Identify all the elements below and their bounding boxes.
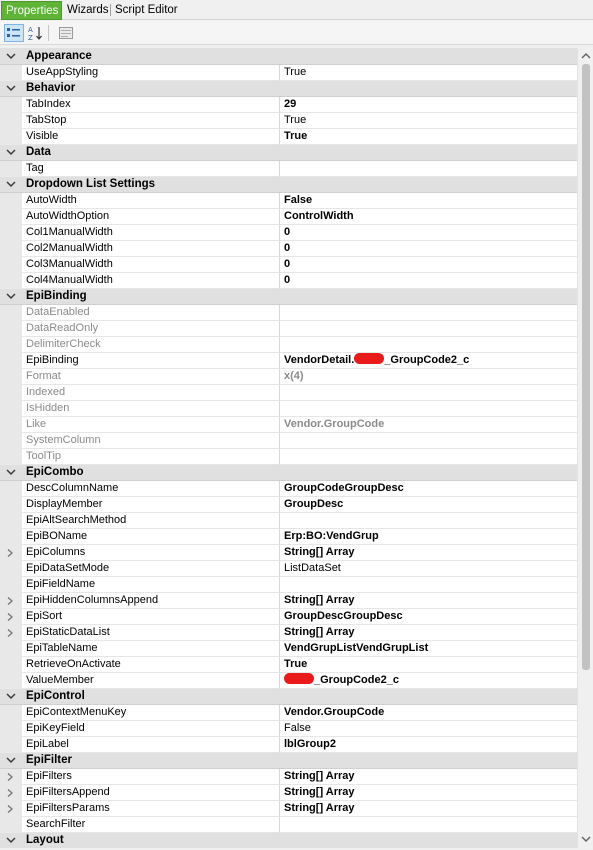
property-row[interactable] xyxy=(0,321,577,337)
property-row[interactable] xyxy=(0,705,577,721)
property-value[interactable] xyxy=(280,257,577,273)
property-value[interactable] xyxy=(280,641,577,657)
property-name[interactable]: SearchFilter xyxy=(22,817,280,833)
property-name[interactable]: EpiFiltersAppend xyxy=(22,785,280,801)
property-value[interactable] xyxy=(280,369,577,385)
property-name[interactable]: ToolTip xyxy=(22,449,280,465)
property-name[interactable]: EpiColumns xyxy=(22,545,280,561)
category-row[interactable] xyxy=(0,145,577,161)
property-name[interactable]: EpiStaticDataList xyxy=(22,625,280,641)
row-gutter xyxy=(0,209,22,225)
property-row[interactable] xyxy=(0,481,577,497)
property-name[interactable]: Col2ManualWidth xyxy=(22,241,280,257)
row-gutter xyxy=(0,577,22,593)
property-name[interactable]: Format xyxy=(22,369,280,385)
row-gutter xyxy=(0,385,22,401)
property-value-text: 0 xyxy=(284,258,291,270)
property-name[interactable]: AutoWidth xyxy=(22,193,280,209)
property-value[interactable] xyxy=(280,337,577,353)
categorized-icon xyxy=(7,27,21,39)
property-value[interactable] xyxy=(280,321,577,337)
property-value-text: ListDataSet xyxy=(284,562,341,574)
property-row[interactable] xyxy=(0,801,577,817)
property-value[interactable] xyxy=(280,561,577,577)
row-gutter xyxy=(0,673,22,689)
redaction-mark xyxy=(284,673,314,684)
row-gutter xyxy=(0,65,22,81)
property-row[interactable] xyxy=(0,337,577,353)
svg-text:Z: Z xyxy=(28,34,33,41)
property-value[interactable] xyxy=(280,625,577,641)
property-row[interactable] xyxy=(0,113,577,129)
property-value[interactable] xyxy=(280,225,577,241)
property-value-text: String[] Array xyxy=(284,802,355,814)
property-row[interactable] xyxy=(0,817,577,833)
property-value[interactable] xyxy=(280,65,577,81)
property-name[interactable]: DisplayMember xyxy=(22,497,280,513)
property-name[interactable]: EpiFilters xyxy=(22,769,280,785)
property-value-text: String[] Array xyxy=(284,770,355,782)
row-gutter xyxy=(0,433,22,449)
property-value-text: 0 xyxy=(284,226,291,238)
row-gutter xyxy=(0,401,22,417)
property-value[interactable] xyxy=(280,433,577,449)
row-gutter xyxy=(0,657,22,673)
chevron-down-icon[interactable] xyxy=(4,49,18,64)
property-value[interactable] xyxy=(280,161,577,177)
property-name[interactable]: EpiTableName xyxy=(22,641,280,657)
property-toolbar xyxy=(0,21,593,45)
category-row[interactable] xyxy=(0,689,577,705)
property-name[interactable]: DataReadOnly xyxy=(22,321,280,337)
chevron-right-icon[interactable] xyxy=(6,773,14,781)
property-value-suffix: _GroupCode2_c xyxy=(314,674,399,686)
property-name[interactable]: TabIndex xyxy=(22,97,280,113)
property-row[interactable] xyxy=(0,609,577,625)
category-row[interactable] xyxy=(0,753,577,769)
property-value-text: VendGrupListVendGrupList xyxy=(284,642,429,654)
property-row[interactable] xyxy=(0,193,577,209)
toolbar-separator xyxy=(48,25,49,41)
chevron-right-icon[interactable] xyxy=(6,597,14,605)
property-name[interactable]: EpiFiltersParams xyxy=(22,801,280,817)
redaction-mark xyxy=(354,353,384,364)
property-row[interactable] xyxy=(0,721,577,737)
property-row[interactable] xyxy=(0,641,577,657)
category-label: Data xyxy=(26,146,51,158)
category-row[interactable] xyxy=(0,49,577,65)
chevron-right-icon[interactable] xyxy=(6,549,14,557)
row-gutter xyxy=(0,321,22,337)
category-row[interactable] xyxy=(0,177,577,193)
property-value-text: True xyxy=(284,66,307,78)
property-name[interactable]: DelimiterCheck xyxy=(22,337,280,353)
property-value-text: lblGroup2 xyxy=(284,738,336,750)
category-label: EpiCombo xyxy=(26,466,84,478)
property-row[interactable] xyxy=(0,529,577,545)
property-value-text: False xyxy=(284,194,313,206)
scroll-up-icon[interactable] xyxy=(581,51,591,61)
category-label: Layout xyxy=(26,834,64,846)
property-name[interactable]: EpiContextMenuKey xyxy=(22,705,280,721)
category-row[interactable] xyxy=(0,289,577,305)
property-row[interactable] xyxy=(0,305,577,321)
property-value[interactable] xyxy=(280,305,577,321)
property-value-text: ControlWidth xyxy=(284,210,354,222)
property-row[interactable] xyxy=(0,161,577,177)
property-name[interactable]: Tag xyxy=(22,161,280,177)
property-name[interactable]: Col3ManualWidth xyxy=(22,257,280,273)
row-gutter xyxy=(0,801,22,817)
category-label: EpiFilter xyxy=(26,754,73,766)
property-row[interactable] xyxy=(0,593,577,609)
property-name[interactable]: EpiBOName xyxy=(22,529,280,545)
chevron-down-icon[interactable] xyxy=(4,753,18,768)
scroll-down-icon[interactable] xyxy=(581,834,591,844)
property-pages-icon xyxy=(59,27,73,39)
row-gutter xyxy=(0,353,22,369)
property-row[interactable] xyxy=(0,433,577,449)
chevron-right-icon[interactable] xyxy=(6,789,14,797)
property-name[interactable]: DescColumnName xyxy=(22,481,280,497)
category-label: Behavior xyxy=(26,82,76,94)
property-value-text: True xyxy=(284,130,308,142)
chevron-right-icon[interactable] xyxy=(6,613,14,621)
property-value[interactable] xyxy=(280,545,577,561)
chevron-down-icon[interactable] xyxy=(4,833,18,848)
row-gutter xyxy=(0,609,22,625)
property-row[interactable] xyxy=(0,257,577,273)
row-gutter xyxy=(0,449,22,465)
property-value-text: x(4) xyxy=(284,370,304,382)
category-label: EpiControl xyxy=(26,690,85,702)
property-name[interactable]: RetrieveOnActivate xyxy=(22,657,280,673)
property-row[interactable] xyxy=(0,785,577,801)
property-name[interactable]: ValueMember xyxy=(22,673,280,689)
row-gutter xyxy=(0,225,22,241)
property-value-text: 0 xyxy=(284,242,291,254)
property-value[interactable] xyxy=(280,497,577,513)
property-value[interactable] xyxy=(280,609,577,625)
property-value-text: String[] Array xyxy=(284,594,355,606)
property-row[interactable] xyxy=(0,673,577,689)
property-row[interactable] xyxy=(0,417,577,433)
chevron-right-icon[interactable] xyxy=(6,805,14,813)
chevron-right-icon[interactable] xyxy=(6,629,14,637)
row-gutter xyxy=(0,497,22,513)
row-gutter xyxy=(0,273,22,289)
row-gutter xyxy=(0,113,22,129)
property-value-suffix: _GroupCode2_c xyxy=(384,354,470,366)
tab-strip xyxy=(0,0,593,20)
property-name[interactable]: AutoWidthOption xyxy=(22,209,280,225)
row-gutter xyxy=(0,529,22,545)
row-gutter xyxy=(0,641,22,657)
property-row[interactable] xyxy=(0,97,577,113)
property-name[interactable]: EpiLabel xyxy=(22,737,280,753)
category-row[interactable] xyxy=(0,465,577,481)
property-value[interactable] xyxy=(280,737,577,753)
property-row[interactable] xyxy=(0,65,577,81)
row-gutter xyxy=(0,193,22,209)
svg-text:A: A xyxy=(28,26,33,34)
property-row[interactable] xyxy=(0,737,577,753)
property-value[interactable] xyxy=(280,449,577,465)
property-value-text: GroupDescGroupDesc xyxy=(284,610,403,622)
row-gutter xyxy=(0,161,22,177)
property-value[interactable] xyxy=(280,385,577,401)
row-gutter xyxy=(0,337,22,353)
property-value[interactable] xyxy=(280,577,577,593)
property-value-prefix: VendorDetail. xyxy=(284,354,355,366)
property-value-text: Erp:BO:VendGrup xyxy=(284,530,379,542)
property-value-text: String[] Array xyxy=(284,786,355,798)
chevron-down-icon[interactable] xyxy=(4,81,18,96)
sort-az-icon xyxy=(27,25,43,41)
property-value[interactable] xyxy=(280,273,577,289)
category-row[interactable] xyxy=(0,833,577,848)
property-value[interactable] xyxy=(280,705,577,721)
property-value[interactable] xyxy=(280,817,577,833)
property-value-text: GroupDesc xyxy=(284,498,344,510)
row-gutter xyxy=(0,561,22,577)
property-row[interactable] xyxy=(0,497,577,513)
chevron-down-icon[interactable] xyxy=(4,465,18,480)
property-name[interactable]: Col1ManualWidth xyxy=(22,225,280,241)
property-value[interactable] xyxy=(280,481,577,497)
property-value[interactable] xyxy=(280,113,577,129)
property-row[interactable] xyxy=(0,561,577,577)
property-value-text: GroupCodeGroupDesc xyxy=(284,482,404,494)
property-value[interactable] xyxy=(280,673,577,689)
property-name[interactable]: Indexed xyxy=(22,385,280,401)
property-value-text: False xyxy=(284,722,311,734)
property-value[interactable] xyxy=(280,721,577,737)
property-pages-button[interactable] xyxy=(56,24,76,42)
property-row[interactable] xyxy=(0,209,577,225)
category-label: Appearance xyxy=(26,50,92,62)
property-value[interactable] xyxy=(280,193,577,209)
property-value[interactable] xyxy=(280,593,577,609)
property-value-text: String[] Array xyxy=(284,546,355,558)
tab-properties[interactable]: Properties xyxy=(1,1,62,20)
row-gutter xyxy=(0,625,22,641)
row-gutter xyxy=(0,241,22,257)
scrollbar-thumb[interactable] xyxy=(582,64,590,670)
property-name[interactable]: EpiHiddenColumnsAppend xyxy=(22,593,280,609)
property-row[interactable] xyxy=(0,657,577,673)
property-value[interactable] xyxy=(280,657,577,673)
property-row[interactable] xyxy=(0,353,577,369)
row-gutter xyxy=(0,721,22,737)
property-name[interactable]: SystemColumn xyxy=(22,433,280,449)
property-name[interactable]: UseAppStyling xyxy=(22,65,280,81)
row-gutter xyxy=(0,737,22,753)
property-value[interactable] xyxy=(280,97,577,113)
chevron-down-icon[interactable] xyxy=(4,289,18,304)
property-value[interactable] xyxy=(280,129,577,145)
property-value-text: 29 xyxy=(284,98,297,110)
property-value-text: True xyxy=(284,658,308,670)
property-name[interactable]: EpiAltSearchMethod xyxy=(22,513,280,529)
property-value-text: String[] Array xyxy=(284,626,355,638)
property-row[interactable] xyxy=(0,577,577,593)
categorized-button[interactable] xyxy=(4,24,24,42)
property-row[interactable] xyxy=(0,545,577,561)
property-value[interactable] xyxy=(280,209,577,225)
property-value[interactable] xyxy=(280,529,577,545)
property-name[interactable]: IsHidden xyxy=(22,401,280,417)
row-gutter xyxy=(0,785,22,801)
property-name[interactable]: DataEnabled xyxy=(22,305,280,321)
property-value[interactable] xyxy=(280,513,577,529)
row-gutter xyxy=(0,97,22,113)
chevron-down-icon[interactable] xyxy=(4,177,18,192)
category-label: EpiBinding xyxy=(26,290,87,302)
row-gutter xyxy=(0,513,22,529)
property-row[interactable] xyxy=(0,625,577,641)
row-gutter xyxy=(0,369,22,385)
property-name[interactable]: EpiSort xyxy=(22,609,280,625)
property-value-text: Vendor.GroupCode xyxy=(284,418,385,430)
row-gutter xyxy=(0,481,22,497)
property-row[interactable] xyxy=(0,449,577,465)
row-gutter xyxy=(0,817,22,833)
chevron-down-icon[interactable] xyxy=(4,689,18,704)
property-row[interactable] xyxy=(0,241,577,257)
property-value-text: 0 xyxy=(284,274,291,286)
row-gutter xyxy=(0,545,22,561)
property-row[interactable] xyxy=(0,513,577,529)
row-gutter xyxy=(0,593,22,609)
property-row[interactable] xyxy=(0,225,577,241)
property-name[interactable]: EpiBinding xyxy=(22,353,280,369)
property-row[interactable] xyxy=(0,769,577,785)
row-gutter xyxy=(0,705,22,721)
category-row[interactable] xyxy=(0,81,577,97)
row-gutter xyxy=(0,129,22,145)
chevron-down-icon[interactable] xyxy=(4,145,18,160)
property-value[interactable] xyxy=(280,785,577,801)
row-gutter xyxy=(0,769,22,785)
property-value-text: Vendor.GroupCode xyxy=(284,706,385,718)
property-name[interactable]: Col4ManualWidth xyxy=(22,273,280,289)
alphabetical-button[interactable] xyxy=(25,24,45,42)
property-value[interactable] xyxy=(280,353,577,369)
property-value-text: True xyxy=(284,114,307,126)
row-gutter xyxy=(0,257,22,273)
property-name[interactable]: TabStop xyxy=(22,113,280,129)
property-name[interactable]: EpiKeyField xyxy=(22,721,280,737)
row-gutter xyxy=(0,417,22,433)
property-value[interactable] xyxy=(280,417,577,433)
tab-script-editor[interactable]: Script Editor xyxy=(115,4,178,16)
property-row[interactable] xyxy=(0,129,577,145)
property-row[interactable] xyxy=(0,273,577,289)
property-row[interactable] xyxy=(0,401,577,417)
property-row[interactable] xyxy=(0,385,577,401)
property-value[interactable] xyxy=(280,401,577,417)
row-gutter xyxy=(0,305,22,321)
property-name[interactable]: Visible xyxy=(22,129,280,145)
property-name[interactable]: Like xyxy=(22,417,280,433)
property-name[interactable]: EpiFieldName xyxy=(22,577,280,593)
vertical-scrollbar[interactable] xyxy=(577,48,593,848)
property-name[interactable]: EpiDataSetMode xyxy=(22,561,280,577)
property-grid xyxy=(0,48,577,848)
category-label: Dropdown List Settings xyxy=(26,178,156,190)
property-row[interactable] xyxy=(0,369,577,385)
property-value[interactable] xyxy=(280,241,577,257)
tab-wizards[interactable]: Wizards xyxy=(67,4,109,16)
property-value[interactable] xyxy=(280,801,577,817)
property-value[interactable] xyxy=(280,769,577,785)
